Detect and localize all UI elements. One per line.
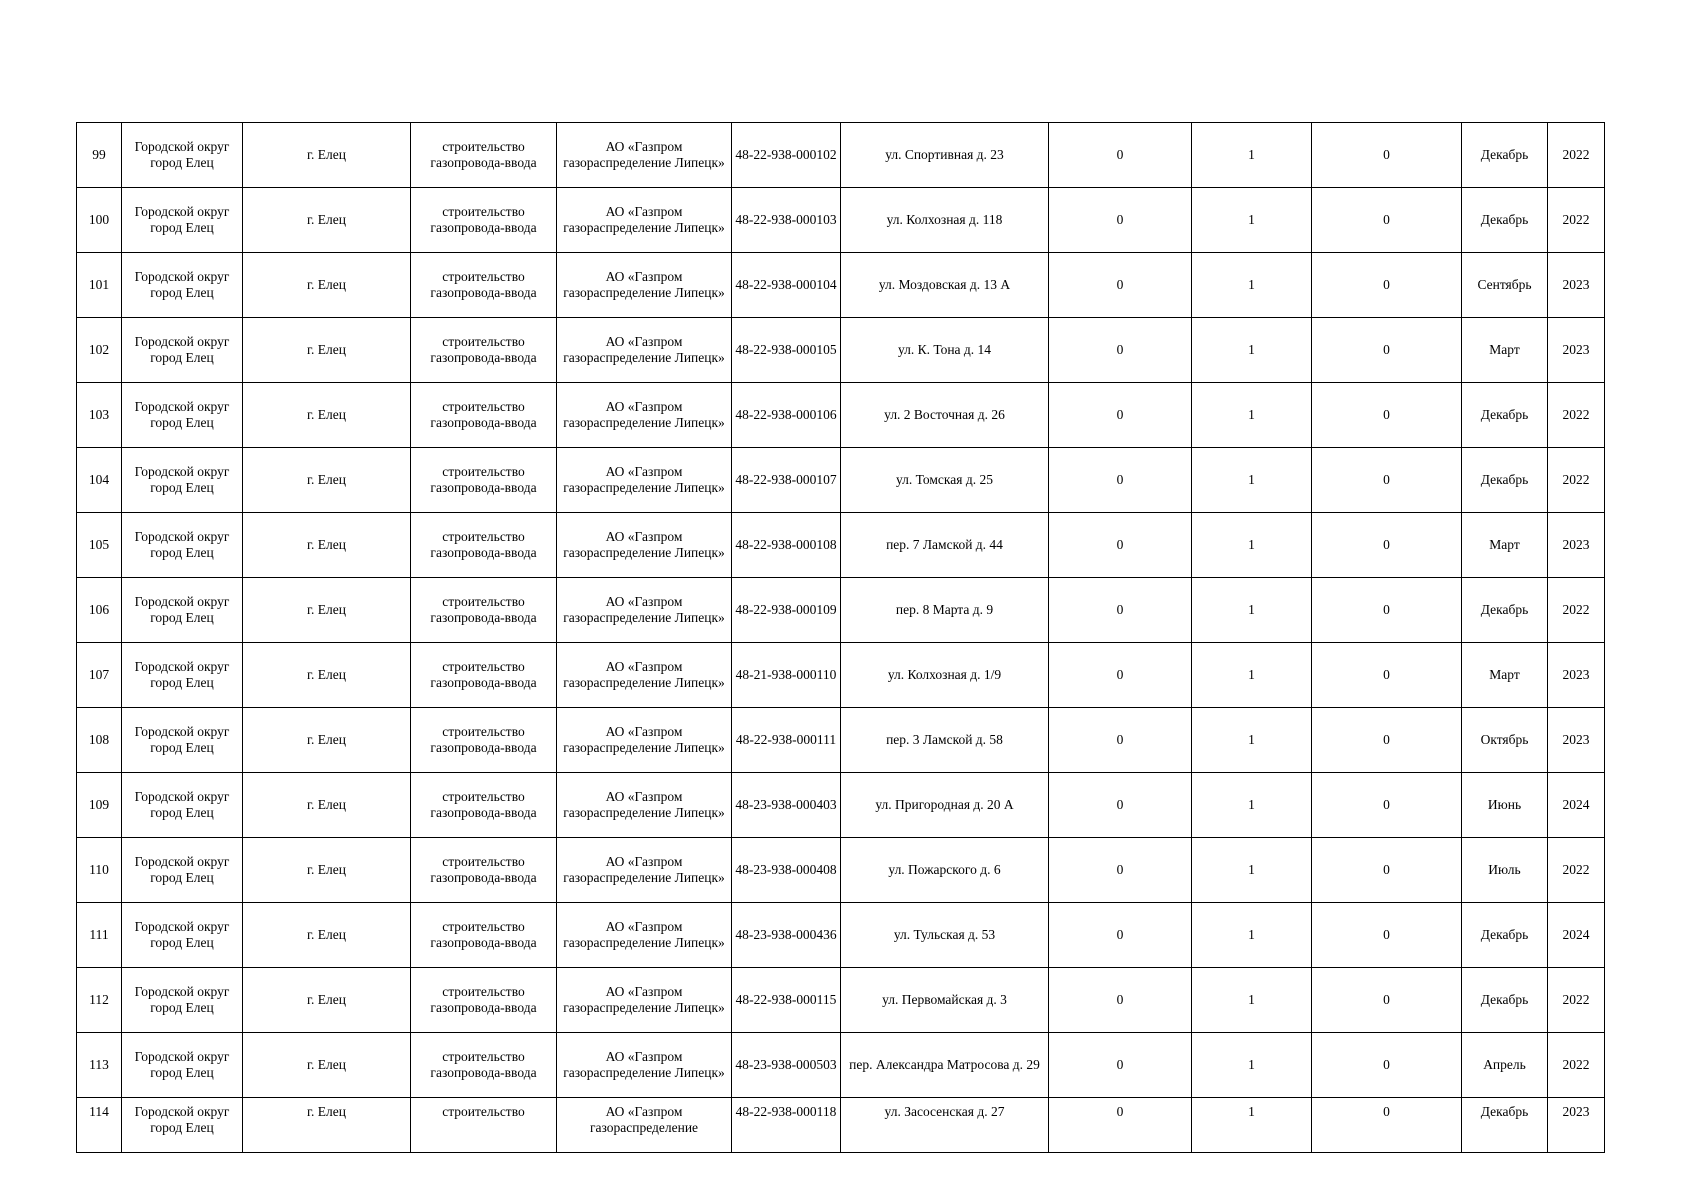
count-3-cell: 0 — [1312, 448, 1462, 513]
address-cell: ул. Колхозная д. 1/9 — [841, 643, 1049, 708]
count-2-cell: 1 — [1192, 643, 1312, 708]
count-2-cell: 1 — [1192, 773, 1312, 838]
count-1-cell: 0 — [1049, 253, 1192, 318]
count-2-cell: 1 — [1192, 968, 1312, 1033]
organization-cell: АО «Газпром газораспределение Липецк» — [557, 838, 732, 903]
table-row — [77, 643, 1605, 708]
count-3-cell: 0 — [1312, 643, 1462, 708]
table-row — [77, 383, 1605, 448]
year-cell: 2022 — [1548, 578, 1605, 643]
count-3-cell: 0 — [1312, 968, 1462, 1033]
organization-cell: АО «Газпром газораспределение Липецк» — [557, 383, 732, 448]
row-number-cell: 100 — [77, 188, 122, 253]
table-row — [77, 1098, 1605, 1153]
organization-cell: АО «Газпром газораспределение Липецк» — [557, 708, 732, 773]
address-cell: ул. Пожарского д. 6 — [841, 838, 1049, 903]
table-row — [77, 708, 1605, 773]
object-code-cell: 48-23-938-000403 — [732, 773, 841, 838]
table-row — [77, 1033, 1605, 1098]
table-row — [77, 513, 1605, 578]
count-3-cell: 0 — [1312, 383, 1462, 448]
district-cell: Городской округ город Елец — [122, 1033, 243, 1098]
work-type-cell: строительство газопровода-ввода — [411, 578, 557, 643]
organization-cell: АО «Газпром газораспределение Липецк» — [557, 643, 732, 708]
count-2-cell: 1 — [1192, 708, 1312, 773]
row-number-cell: 113 — [77, 1033, 122, 1098]
count-2-cell: 1 — [1192, 1033, 1312, 1098]
row-number-cell: 101 — [77, 253, 122, 318]
address-cell: пер. 8 Марта д. 9 — [841, 578, 1049, 643]
work-type-cell: строительство газопровода-ввода — [411, 448, 557, 513]
year-cell: 2022 — [1548, 448, 1605, 513]
organization-cell: АО «Газпром газораспределение Липецк» — [557, 318, 732, 383]
year-cell: 2023 — [1548, 1098, 1605, 1153]
object-code-cell: 48-22-938-000104 — [732, 253, 841, 318]
district-cell: Городской округ город Елец — [122, 578, 243, 643]
count-2-cell: 1 — [1192, 448, 1312, 513]
row-number-cell: 110 — [77, 838, 122, 903]
work-type-cell: строительство газопровода-ввода — [411, 643, 557, 708]
object-code-cell: 48-23-938-000408 — [732, 838, 841, 903]
year-cell: 2022 — [1548, 968, 1605, 1033]
work-type-cell: строительство газопровода-ввода — [411, 773, 557, 838]
town-cell: г. Елец — [243, 383, 411, 448]
object-code-cell: 48-22-938-000103 — [732, 188, 841, 253]
month-cell: Декабрь — [1462, 1098, 1548, 1153]
month-cell: Июнь — [1462, 773, 1548, 838]
district-cell: Городской округ город Елец — [122, 838, 243, 903]
object-code-cell: 48-22-938-000115 — [732, 968, 841, 1033]
object-code-cell: 48-22-938-000109 — [732, 578, 841, 643]
row-number-cell: 109 — [77, 773, 122, 838]
month-cell: Март — [1462, 513, 1548, 578]
town-cell: г. Елец — [243, 838, 411, 903]
town-cell: г. Елец — [243, 578, 411, 643]
row-number-cell: 112 — [77, 968, 122, 1033]
month-cell: Декабрь — [1462, 578, 1548, 643]
address-cell: ул. Первомайская д. 3 — [841, 968, 1049, 1033]
month-cell: Декабрь — [1462, 123, 1548, 188]
count-3-cell: 0 — [1312, 1033, 1462, 1098]
town-cell: г. Елец — [243, 318, 411, 383]
object-code-cell: 48-21-938-000110 — [732, 643, 841, 708]
district-cell: Городской округ город Елец — [122, 383, 243, 448]
organization-cell: АО «Газпром газораспределение Липецк» — [557, 578, 732, 643]
count-2-cell: 1 — [1192, 1098, 1312, 1153]
address-cell: ул. Засосенская д. 27 — [841, 1098, 1049, 1153]
address-cell: пер. 7 Ламской д. 44 — [841, 513, 1049, 578]
month-cell: Март — [1462, 318, 1548, 383]
town-cell: г. Елец — [243, 188, 411, 253]
work-type-cell: строительство газопровода-ввода — [411, 188, 557, 253]
work-type-cell: строительство — [411, 1098, 557, 1153]
count-1-cell: 0 — [1049, 448, 1192, 513]
organization-cell: АО «Газпром газораспределение Липецк» — [557, 773, 732, 838]
count-3-cell: 0 — [1312, 513, 1462, 578]
address-cell: ул. 2 Восточная д. 26 — [841, 383, 1049, 448]
town-cell: г. Елец — [243, 448, 411, 513]
count-3-cell: 0 — [1312, 123, 1462, 188]
organization-cell: АО «Газпром газораспределение Липецк» — [557, 448, 732, 513]
town-cell: г. Елец — [243, 1033, 411, 1098]
gasification-table — [76, 122, 1605, 1153]
work-type-cell: строительство газопровода-ввода — [411, 838, 557, 903]
table-row — [77, 578, 1605, 643]
district-cell: Городской округ город Елец — [122, 1098, 243, 1153]
year-cell: 2022 — [1548, 383, 1605, 448]
year-cell: 2022 — [1548, 188, 1605, 253]
town-cell: г. Елец — [243, 773, 411, 838]
row-number-cell: 111 — [77, 903, 122, 968]
year-cell: 2024 — [1548, 773, 1605, 838]
work-type-cell: строительство газопровода-ввода — [411, 383, 557, 448]
month-cell: Декабрь — [1462, 448, 1548, 513]
row-number-cell: 105 — [77, 513, 122, 578]
address-cell: ул. К. Тона д. 14 — [841, 318, 1049, 383]
work-type-cell: строительство газопровода-ввода — [411, 968, 557, 1033]
count-1-cell: 0 — [1049, 383, 1192, 448]
address-cell: ул. Пригородная д. 20 А — [841, 773, 1049, 838]
count-2-cell: 1 — [1192, 123, 1312, 188]
month-cell: Июль — [1462, 838, 1548, 903]
count-2-cell: 1 — [1192, 578, 1312, 643]
work-type-cell: строительство газопровода-ввода — [411, 123, 557, 188]
count-1-cell: 0 — [1049, 513, 1192, 578]
year-cell: 2023 — [1548, 513, 1605, 578]
year-cell: 2022 — [1548, 123, 1605, 188]
month-cell: Декабрь — [1462, 903, 1548, 968]
work-type-cell: строительство газопровода-ввода — [411, 708, 557, 773]
year-cell: 2022 — [1548, 1033, 1605, 1098]
month-cell: Декабрь — [1462, 188, 1548, 253]
count-1-cell: 0 — [1049, 643, 1192, 708]
organization-cell: АО «Газпром газораспределение — [557, 1098, 732, 1153]
count-1-cell: 0 — [1049, 773, 1192, 838]
object-code-cell: 48-22-938-000108 — [732, 513, 841, 578]
count-2-cell: 1 — [1192, 318, 1312, 383]
month-cell: Апрель — [1462, 1033, 1548, 1098]
count-1-cell: 0 — [1049, 1033, 1192, 1098]
count-1-cell: 0 — [1049, 123, 1192, 188]
address-cell: ул. Томская д. 25 — [841, 448, 1049, 513]
year-cell: 2024 — [1548, 903, 1605, 968]
address-cell: ул. Спортивная д. 23 — [841, 123, 1049, 188]
organization-cell: АО «Газпром газораспределение Липецк» — [557, 123, 732, 188]
count-1-cell: 0 — [1049, 1098, 1192, 1153]
address-cell: ул. Тульская д. 53 — [841, 903, 1049, 968]
year-cell: 2023 — [1548, 708, 1605, 773]
month-cell: Сентябрь — [1462, 253, 1548, 318]
table-row — [77, 903, 1605, 968]
district-cell: Городской округ город Елец — [122, 253, 243, 318]
row-number-cell: 102 — [77, 318, 122, 383]
year-cell: 2023 — [1548, 318, 1605, 383]
count-3-cell: 0 — [1312, 188, 1462, 253]
row-number-cell: 114 — [77, 1098, 122, 1153]
row-number-cell: 104 — [77, 448, 122, 513]
district-cell: Городской округ город Елец — [122, 708, 243, 773]
town-cell: г. Елец — [243, 643, 411, 708]
count-1-cell: 0 — [1049, 968, 1192, 1033]
town-cell: г. Елец — [243, 253, 411, 318]
table-row — [77, 773, 1605, 838]
town-cell: г. Елец — [243, 968, 411, 1033]
row-number-cell: 99 — [77, 123, 122, 188]
district-cell: Городской округ город Елец — [122, 318, 243, 383]
month-cell: Декабрь — [1462, 383, 1548, 448]
work-type-cell: строительство газопровода-ввода — [411, 318, 557, 383]
town-cell: г. Елец — [243, 123, 411, 188]
object-code-cell: 48-23-938-000503 — [732, 1033, 841, 1098]
work-type-cell: строительство газопровода-ввода — [411, 903, 557, 968]
row-number-cell: 107 — [77, 643, 122, 708]
year-cell: 2023 — [1548, 643, 1605, 708]
district-cell: Городской округ город Елец — [122, 123, 243, 188]
count-3-cell: 0 — [1312, 773, 1462, 838]
address-cell: пер. Александра Матросова д. 29 — [841, 1033, 1049, 1098]
month-cell: Декабрь — [1462, 968, 1548, 1033]
table-row — [77, 123, 1605, 188]
count-2-cell: 1 — [1192, 838, 1312, 903]
count-1-cell: 0 — [1049, 578, 1192, 643]
town-cell: г. Елец — [243, 903, 411, 968]
organization-cell: АО «Газпром газораспределение Липецк» — [557, 1033, 732, 1098]
month-cell: Март — [1462, 643, 1548, 708]
district-cell: Городской округ город Елец — [122, 903, 243, 968]
object-code-cell: 48-22-938-000107 — [732, 448, 841, 513]
organization-cell: АО «Газпром газораспределение Липецк» — [557, 968, 732, 1033]
organization-cell: АО «Газпром газораспределение Липецк» — [557, 188, 732, 253]
year-cell: 2023 — [1548, 253, 1605, 318]
address-cell: пер. 3 Ламской д. 58 — [841, 708, 1049, 773]
count-3-cell: 0 — [1312, 708, 1462, 773]
district-cell: Городской округ город Елец — [122, 188, 243, 253]
organization-cell: АО «Газпром газораспределение Липецк» — [557, 903, 732, 968]
table-row — [77, 448, 1605, 513]
object-code-cell: 48-22-938-000111 — [732, 708, 841, 773]
district-cell: Городской округ город Елец — [122, 513, 243, 578]
work-type-cell: строительство газопровода-ввода — [411, 513, 557, 578]
table-body — [77, 123, 1605, 1153]
table-row — [77, 838, 1605, 903]
count-1-cell: 0 — [1049, 318, 1192, 383]
district-cell: Городской округ город Елец — [122, 448, 243, 513]
count-3-cell: 0 — [1312, 318, 1462, 383]
count-2-cell: 1 — [1192, 383, 1312, 448]
count-3-cell: 0 — [1312, 1098, 1462, 1153]
town-cell: г. Елец — [243, 708, 411, 773]
object-code-cell: 48-22-938-000106 — [732, 383, 841, 448]
address-cell: ул. Моздовская д. 13 А — [841, 253, 1049, 318]
count-2-cell: 1 — [1192, 253, 1312, 318]
district-cell: Городской округ город Елец — [122, 968, 243, 1033]
table-row — [77, 318, 1605, 383]
object-code-cell: 48-22-938-000118 — [732, 1098, 841, 1153]
count-1-cell: 0 — [1049, 838, 1192, 903]
count-3-cell: 0 — [1312, 838, 1462, 903]
work-type-cell: строительство газопровода-ввода — [411, 253, 557, 318]
table-row — [77, 253, 1605, 318]
count-2-cell: 1 — [1192, 903, 1312, 968]
town-cell: г. Елец — [243, 513, 411, 578]
organization-cell: АО «Газпром газораспределение Липецк» — [557, 513, 732, 578]
row-number-cell: 103 — [77, 383, 122, 448]
address-cell: ул. Колхозная д. 118 — [841, 188, 1049, 253]
district-cell: Городской округ город Елец — [122, 643, 243, 708]
object-code-cell: 48-22-938-000105 — [732, 318, 841, 383]
count-3-cell: 0 — [1312, 253, 1462, 318]
row-number-cell: 108 — [77, 708, 122, 773]
town-cell: г. Елец — [243, 1098, 411, 1153]
count-3-cell: 0 — [1312, 578, 1462, 643]
count-1-cell: 0 — [1049, 188, 1192, 253]
count-2-cell: 1 — [1192, 513, 1312, 578]
object-code-cell: 48-23-938-000436 — [732, 903, 841, 968]
organization-cell: АО «Газпром газораспределение Липецк» — [557, 253, 732, 318]
row-number-cell: 106 — [77, 578, 122, 643]
count-3-cell: 0 — [1312, 903, 1462, 968]
count-1-cell: 0 — [1049, 903, 1192, 968]
count-1-cell: 0 — [1049, 708, 1192, 773]
month-cell: Октябрь — [1462, 708, 1548, 773]
work-type-cell: строительство газопровода-ввода — [411, 1033, 557, 1098]
table-row — [77, 188, 1605, 253]
table-row — [77, 968, 1605, 1033]
district-cell: Городской округ город Елец — [122, 773, 243, 838]
object-code-cell: 48-22-938-000102 — [732, 123, 841, 188]
count-2-cell: 1 — [1192, 188, 1312, 253]
year-cell: 2022 — [1548, 838, 1605, 903]
